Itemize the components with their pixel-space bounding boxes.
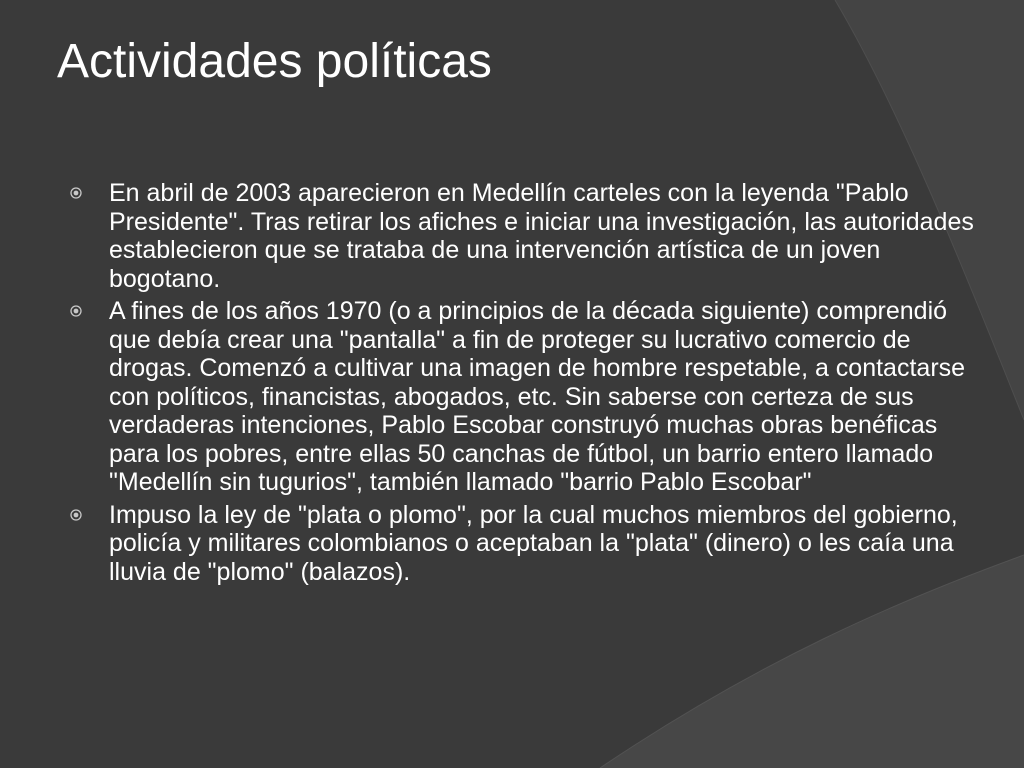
bullet-text: Impuso la ley de "plata o plomo", por la cual muchos miembros del gobierno, policía y militares colombianos o aceptaban la "plata" (dinero) o les caía una lluvia de "plomo" (balazos). bbox=[109, 500, 958, 586]
circle-bullet-icon bbox=[70, 509, 82, 521]
circle-bullet-icon bbox=[70, 305, 82, 317]
bullet-item bbox=[70, 179, 975, 293]
bullet-text: En abril de 2003 aparecieron en Medellín carteles con la leyenda "Pablo Presidente". Tras retirar los afiches e iniciar una investigación, las autoridades establecieron que se trataba de una intervención artística de un joven bogotano. bbox=[109, 179, 974, 293]
bullet-list bbox=[70, 179, 975, 590]
bullet-item bbox=[70, 501, 975, 587]
bullet-item bbox=[70, 297, 975, 497]
bullet-text: A fines de los años 1970 (o a principios de la década siguiente) comprendió que debía crear una "pantalla" a fin de proteger su lucrativo comercio de drogas. Comenzó a cultivar una imagen de hombre respetable, a contactarse con políticos, financistas, abogados, etc. Sin saberse con certeza de sus verdaderas intenciones, Pablo Escobar construyó muchas obras benéficas para los pobres, entre ellas 50 canchas de fútbol, un barrio entero llamado "Medellín sin tugurios", también llamado "barrio Pablo Escobar" bbox=[109, 297, 966, 496]
circle-bullet-icon bbox=[70, 187, 82, 199]
slide-title: Actividades políticas bbox=[57, 35, 492, 88]
